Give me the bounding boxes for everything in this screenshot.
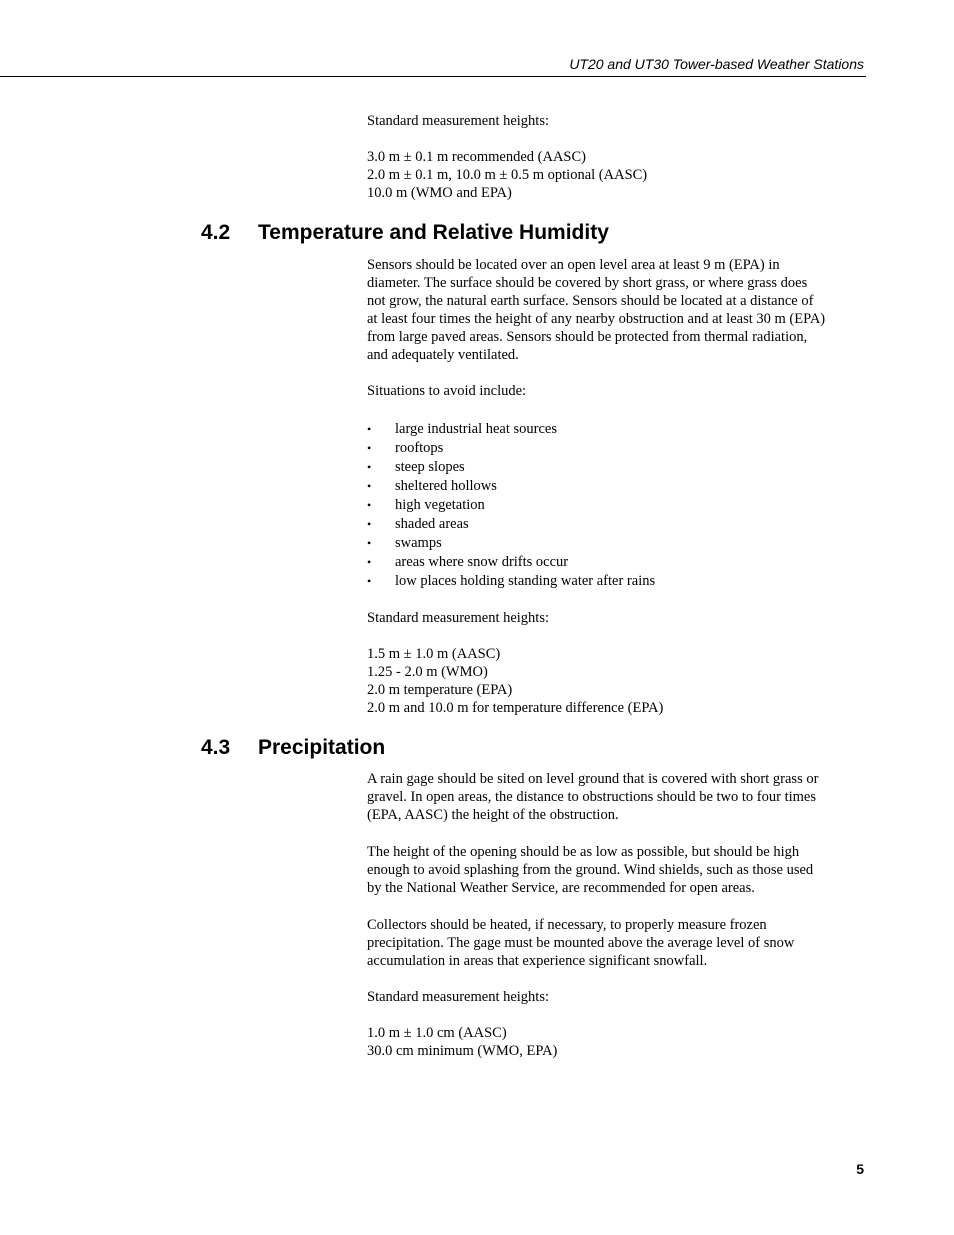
list-item: • shaded areas — [367, 516, 469, 532]
bullet-icon: • — [367, 422, 372, 436]
bullet-icon: • — [367, 555, 372, 569]
section-heading-4-2 — [201, 221, 609, 245]
paragraph-line: not grow, the natural earth surface. Sensors should be located at a distance of — [367, 293, 814, 309]
section-number: 4.3 — [201, 736, 231, 759]
height-item: 30.0 cm minimum (WMO, EPA) — [367, 1043, 558, 1059]
bullet-icon: • — [367, 441, 372, 455]
paragraph-line: gravel. In open areas, the distance to obstructions should be two to four times — [367, 789, 816, 805]
bullet-icon: • — [367, 536, 372, 550]
bullet-icon: • — [367, 517, 372, 531]
height-item: 2.0 m and 10.0 m for temperature difference (EPA) — [367, 700, 664, 716]
height-item: 10.0 m (WMO and EPA) — [367, 185, 512, 201]
paragraph-line: by the National Weather Service, are recommended for open areas. — [367, 880, 755, 896]
paragraph-line: The height of the opening should be as low as possible, but should be high — [367, 844, 800, 860]
paragraph-line: Collectors should be heated, if necessary, to properly measure frozen — [367, 917, 767, 933]
bullet-icon: • — [367, 479, 372, 493]
height-item: 1.5 m ± 1.0 m (AASC) — [367, 646, 501, 662]
section-4-3-body — [367, 770, 867, 1060]
paragraph-line: A rain gage should be sited on level ground that is covered with short grass or — [367, 771, 819, 787]
header-title: UT20 and UT30 Tower-based Weather Stations — [569, 56, 864, 72]
paragraph-line: enough to avoid splashing from the ground. Wind shields, such as those used — [367, 862, 814, 878]
avoid-label: Situations to avoid include: — [367, 383, 527, 399]
list-item: • large industrial heat sources — [367, 421, 557, 437]
height-item: 1.0 m ± 1.0 cm (AASC) — [367, 1025, 507, 1041]
avoid-list — [367, 420, 867, 591]
section-title: Precipitation — [258, 736, 386, 759]
list-item: • areas where snow drifts occur — [367, 554, 569, 570]
wind-heights-block — [367, 112, 867, 202]
page-number: 5 — [856, 1161, 864, 1177]
paragraph-line: (EPA, AASC) the height of the obstruction. — [367, 807, 619, 823]
section-heading-4-3 — [201, 736, 385, 760]
paragraph-line: at least four times the height of any nearby obstruction and at least 30 m (EPA) — [367, 311, 826, 327]
paragraph-line: and adequately ventilated. — [367, 347, 519, 363]
paragraph-line: from large paved areas. Sensors should be protected from thermal radiation, — [367, 329, 808, 345]
height-item: 3.0 m ± 0.1 m recommended (AASC) — [367, 149, 586, 165]
paragraph-line: accumulation in areas that experience significant snowfall. — [367, 953, 708, 969]
list-item: • steep slopes — [367, 459, 465, 475]
heights-label: Standard measurement heights: — [367, 989, 550, 1005]
paragraph-line: Sensors should be located over an open level area at least 9 m (EPA) in — [367, 257, 780, 273]
heights-label: Standard measurement heights: — [367, 610, 550, 626]
section-number: 4.2 — [201, 221, 231, 244]
paragraph-line: precipitation. The gage must be mounted above the average level of snow — [367, 935, 795, 951]
height-item: 2.0 m ± 0.1 m, 10.0 m ± 0.5 m optional (AASC) — [367, 167, 648, 183]
list-item: • sheltered hollows — [367, 478, 497, 494]
bullet-icon: • — [367, 574, 372, 588]
height-item: 2.0 m temperature (EPA) — [367, 682, 513, 698]
section-title: Temperature and Relative Humidity — [258, 221, 609, 244]
section-4-2-body — [367, 256, 867, 717]
paragraph-line: diameter. The surface should be covered by short grass, or where grass does — [367, 275, 808, 291]
heights-label: Standard measurement heights: — [367, 113, 550, 129]
list-item: • rooftops — [367, 440, 444, 456]
list-item: • low places holding standing water after rains — [367, 573, 656, 589]
list-item: • high vegetation — [367, 497, 485, 513]
running-header — [0, 54, 866, 77]
list-item: • swamps — [367, 535, 442, 551]
bullet-icon: • — [367, 460, 372, 474]
bullet-icon: • — [367, 498, 372, 512]
height-item: 1.25 - 2.0 m (WMO) — [367, 664, 488, 680]
